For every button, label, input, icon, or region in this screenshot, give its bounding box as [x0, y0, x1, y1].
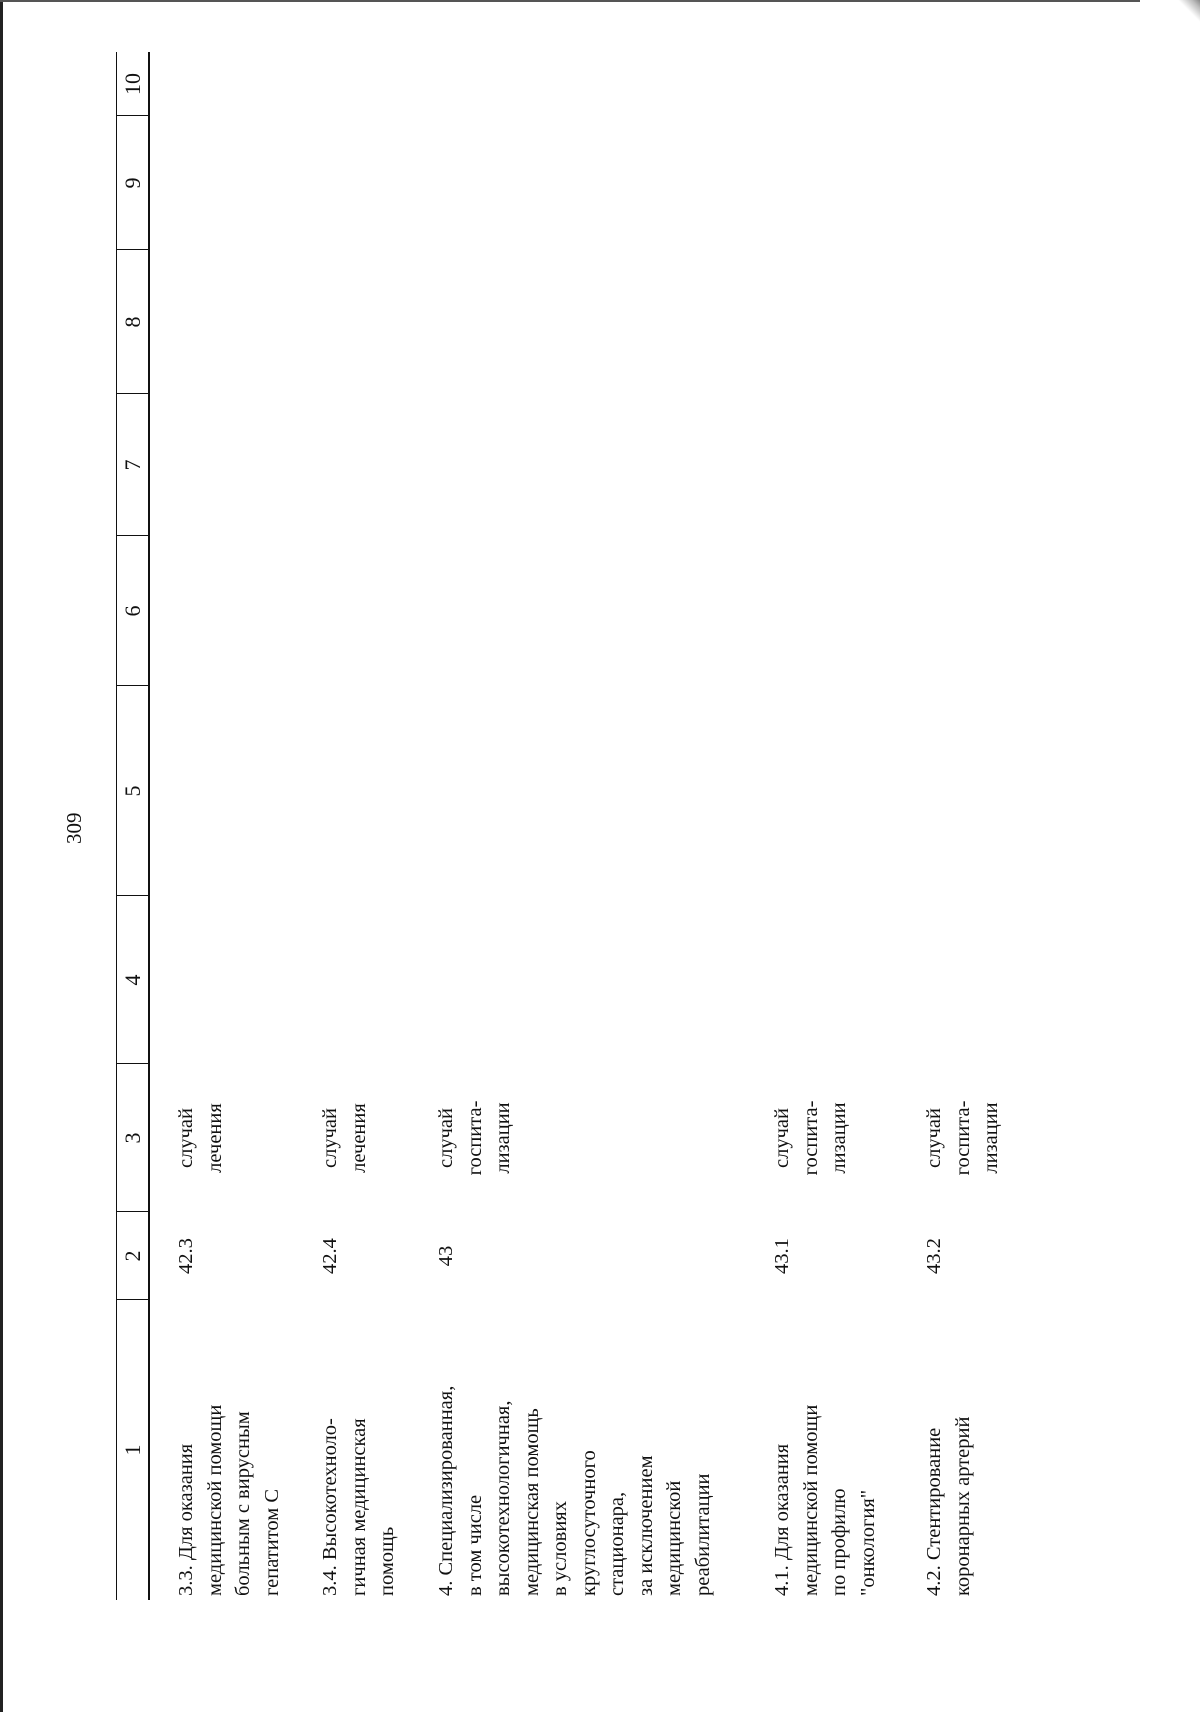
col-header-7: 7: [120, 459, 145, 471]
table-top-rule: [116, 52, 117, 1600]
col-header-9: 9: [120, 177, 145, 189]
table-header-rule: [148, 52, 150, 1600]
row-unit: случай госпита- лизации: [771, 1100, 850, 1176]
col-header-5: 5: [120, 785, 145, 797]
row-name-4-1: 4.1. Для оказания медицинской помощи по профилю "онкология": [771, 1404, 879, 1596]
col-header-2: 2: [120, 1250, 145, 1262]
col-header-3: 3: [120, 1132, 145, 1144]
row-code-43-1: 43.1: [771, 1238, 793, 1274]
row-code-42-3: 42.3: [175, 1238, 197, 1274]
page-number: 309: [62, 812, 86, 844]
col-header-6: 6: [120, 605, 145, 617]
row-unit: случай госпита- лизации: [435, 1100, 514, 1176]
col-header-8: 8: [120, 316, 145, 328]
col-header-10: 10: [120, 73, 145, 95]
row-unit: случай лечения: [319, 1103, 370, 1173]
row-code-42-4: 42.4: [319, 1238, 341, 1274]
row-unit: случай госпита- лизации: [923, 1100, 1002, 1176]
row-name-4: 4. Специализированная, в том числе высокотехнологичная, медицинская помощь в условиях круглосуточного стационара, за исключением медицинской реабилитации: [435, 1385, 714, 1596]
row-unit: случай лечения: [175, 1103, 226, 1173]
col-header-1: 1: [120, 1444, 145, 1456]
col-header-4: 4: [120, 974, 145, 986]
row-name-3-3: 3.3. Для оказания медицинской помощи больным с вирусным гепатитом С: [175, 1404, 283, 1596]
row-code-43-2: 43.2: [923, 1238, 945, 1274]
row-code-43: 43: [435, 1245, 457, 1267]
row-name-3-4: 3.4. Высокотехноло- гичная медицинская помощь: [319, 1418, 398, 1596]
row-name-4-2: 4.2. Стентирование коронарных артерий: [923, 1416, 974, 1596]
